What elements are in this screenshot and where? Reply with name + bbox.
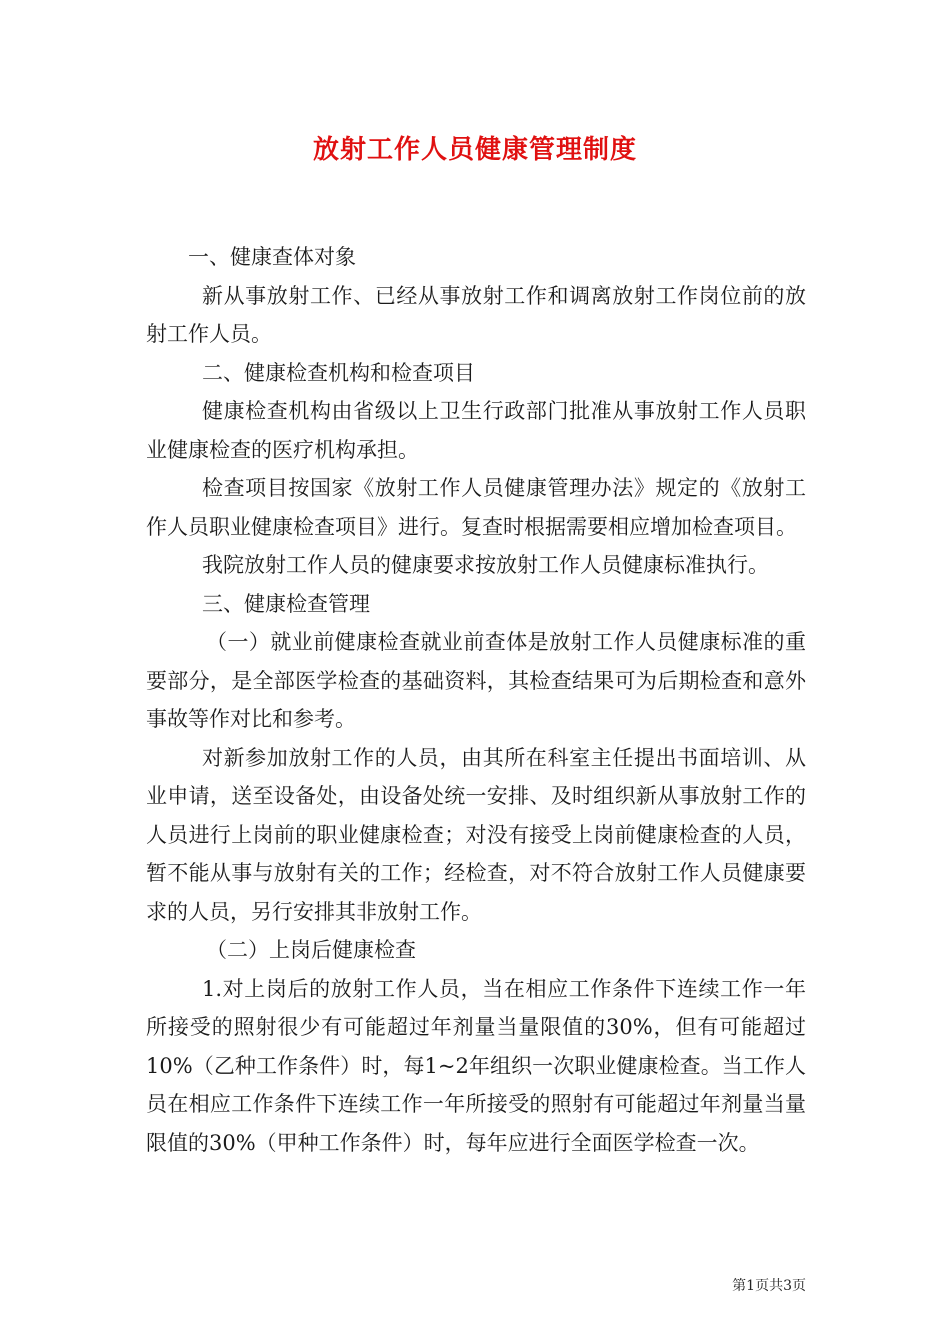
subsection-paragraph-1: （一）就业前健康检查就业前查体是放射工作人员健康标准的重要部分，是全部医学检查的基础资料，其检查结果可为后期检查和意外事故等作对比和参考。 (146, 630, 806, 731)
section-heading-2: 二、健康检查机构和检查项目 (202, 360, 475, 385)
paragraph: 1.对上岗后的放射工作人员，当在相应工作条件下连续工作一年所接受的照射很少有可能超过年剂量当量限值的30%，但有可能超过10%（乙种工作条件）时，每1~2年组织一次职业健康检查。当工作人员在相应工作条件下连续工作一年所接受的照射有可能超过年剂量当量限值的30%（甲种工作条件）时，每年应进行全面医学检查一次。 (146, 976, 806, 1155)
page-number: 第1页共3页 (732, 1278, 806, 1294)
paragraph: 我院放射工作人员的健康要求按放射工作人员健康标准执行。 (202, 553, 769, 577)
paragraph: 新从事放射工作、已经从事放射工作和调离放射工作岗位前的放射工作人员。 (146, 283, 806, 346)
section-heading-3: 三、健康检查管理 (202, 591, 370, 616)
document-body (146, 238, 806, 1162)
paragraph: 健康检查机构由省级以上卫生行政部门批准从事放射工作人员职业健康检查的医疗机构承担。 (146, 399, 806, 462)
document-title: 放射工作人员健康管理制度 (312, 135, 637, 165)
subsection-heading-2: （二）上岗后健康检查 (206, 938, 416, 962)
paragraph: 检查项目按国家《放射工作人员健康管理办法》规定的《放射工作人员职业健康检查项目》进行。复查时根据需要相应增加检查项目。 (146, 476, 806, 539)
paragraph: 对新参加放射工作的人员，由其所在科室主任提出书面培训、从业申请，送至设备处，由设备处统一安排、及时组织新从事放射工作的人员进行上岗前的职业健康检查；对没有接受上岗前健康检查的人员，暂不能从事与放射有关的工作；经检查，对不符合放射工作人员健康要求的人员，另行安排其非放射工作。 (146, 745, 806, 924)
section-heading-1: 一、健康查体对象 (188, 245, 356, 269)
